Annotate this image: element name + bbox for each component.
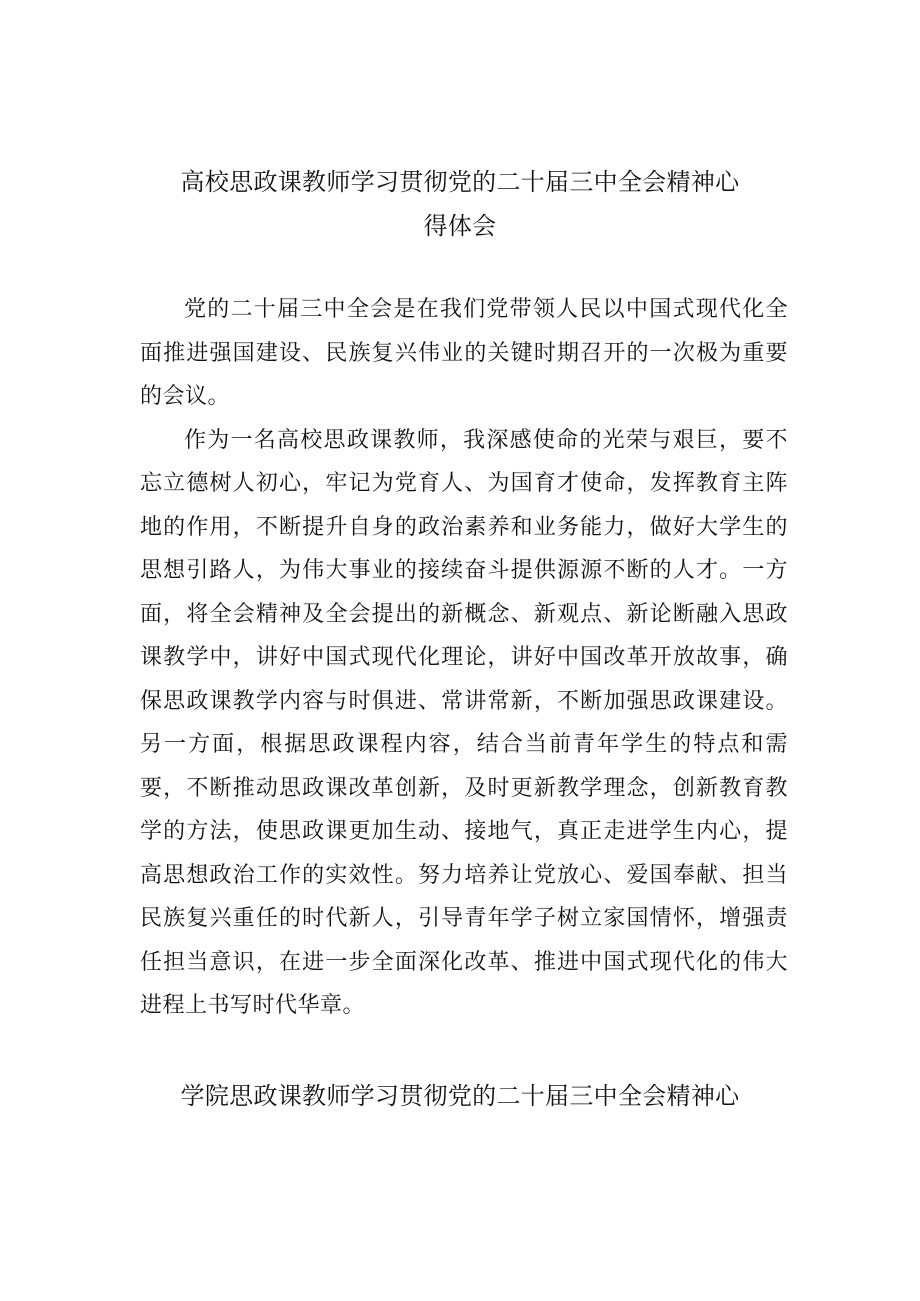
document-title <box>100 160 820 248</box>
paragraph: 作为一名高校思政课教师，我深感使命的光荣与艰巨，要不忘立德树人初心，牢记为党育人、为国育才使命，发挥教育主阵地的作用，不断提升自身的政治素养和业务能力，做好大学生的思想引路人，为伟大事业的接续奋斗提供源源不断的人才。一方面，将全会精神及全会提出的新概念、新观点、新论断融入思政课教学中，讲好中国式现代化理论，讲好中国改革开放故事，确保思政课教学内容与时俱进、常讲常新，不断加强思政课建设。另一方面，根据思政课程内容，结合当前青年学生的特点和需要，不断推动思政课改革创新，及时更新教学理念，创新教育教学的方法，使思政课更加生动、接地气，真正走进学生内心，提高思想政治工作的实效性。努力培养让党放心、爱国奉献、担当民族复兴重任的时代新人，引导青年学子树立家国情怀，增强责任担当意识，在进一步全面深化改革、推进中国式现代化的伟大进程上书写时代华章。 <box>140 427 788 1018</box>
next-section-title: 学院思政课教师学习贯彻党的二十届三中全会精神心 <box>180 1082 740 1110</box>
document-title-line-1: 高校思政课教师学习贯彻党的二十届三中全会精神心 <box>180 168 740 196</box>
document-title-line-2: 得体会 <box>423 212 497 240</box>
paragraph: 党的二十届三中全会是在我们党带领人民以中国式现代化全面推进强国建设、民族复兴伟业的关键时期召开的一次极为重要的会议。 <box>140 297 788 409</box>
document-body <box>140 288 788 1028</box>
